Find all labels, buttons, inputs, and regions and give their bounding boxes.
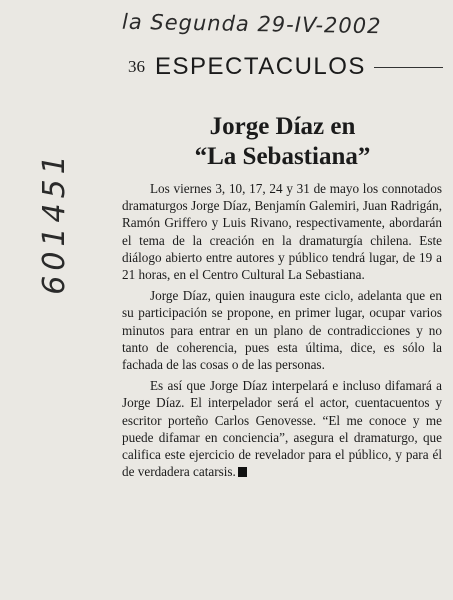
section-title: ESPECTACULOS [155, 53, 366, 80]
article-title-line-1: Jorge Díaz en [209, 113, 356, 140]
article-title-line-2: “La Sebastiana” [194, 143, 371, 170]
handwritten-catalog-number: 601451 [36, 150, 72, 295]
article-paragraph-2: Jorge Díaz, quien inaugura este ciclo, adelanta que en su participación se propone, en primer lugar, ocupar varios minutos para entrar en un plano de contradicciones y no tanto de coherencia, pues esta última, dice, es sólo la fachada de las cosas o de las personas. [122, 288, 442, 373]
page-number: 36 [128, 57, 145, 76]
article-paragraph-3-text: Es así que Jorge Díaz interpelará e incluso difamará a Jorge Díaz. El interpelador será el actor, cuentacuentos y escritor porteño Carlos Genovesse. “El me conoce y me puede difamar en conciencia”, asegura el dramaturgo, que califica este ejercicio de revelador para el público, y para él de verdadera catarsis. [122, 378, 442, 480]
article-paragraph-1: Los viernes 3, 10, 17, 24 y 31 de mayo los connotados dramaturgos Jorge Díaz, Benjamín Galemiri, Juan Radrigán, Ramón Griffero y Luis Rivano, respectivamente, abordarán el tema de la creación en la dramaturgía chilena. Este diálogo abierto entre autores y público tendrá lugar, de 19 a 21 horas, en el Centro Cultural La Sebastiana. [122, 181, 442, 283]
section-rule [374, 67, 443, 68]
end-of-article-mark [238, 467, 247, 477]
article-paragraph-3 [122, 377, 442, 480]
section-header [128, 52, 443, 82]
article-title [120, 112, 445, 172]
article-body [122, 180, 442, 484]
handwritten-source-note: la Segunda 29-IV-2002 [121, 9, 382, 39]
